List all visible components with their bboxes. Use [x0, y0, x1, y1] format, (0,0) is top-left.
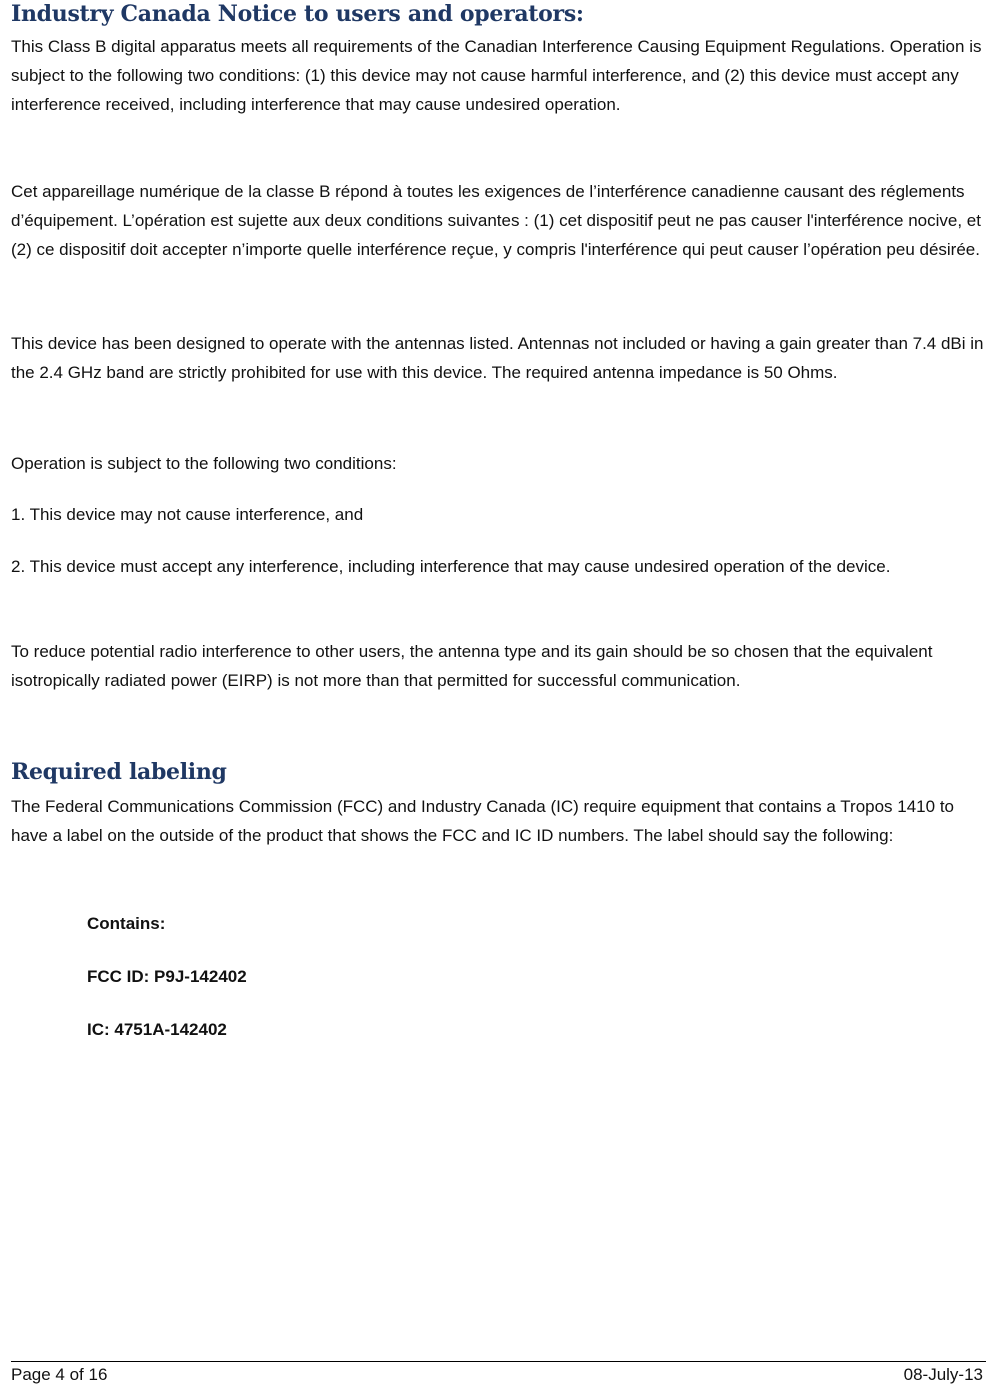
footer-date: 08-July-13 — [903, 1365, 983, 1384]
heading-required-labeling: Required labeling — [11, 759, 227, 785]
paragraph-conditions-intro — [11, 449, 986, 478]
paragraph-class-b-fr — [11, 177, 986, 264]
label-contains: Contains: — [87, 914, 166, 933]
paragraph-class-b-en — [11, 32, 986, 119]
label-ic-id: IC: 4751A-142402 — [87, 1020, 227, 1039]
paragraph-text: To reduce potential radio interference to other users, the antenna type and its gain should be so chosen that the equivalent isotropically radiated power (EIRP) is not more than that permitted for successful communication. — [11, 642, 933, 690]
paragraph-text: This device has been designed to operate with the antennas listed. Antennas not included or having a gain greater than 7.4 dBi in the 2.4 GHz band are strictly prohibited for use with this device. The required antenna impedance is 50 Ohms. — [11, 334, 984, 382]
paragraph-eirp — [11, 637, 986, 695]
paragraph-text: 1. This device may not cause interference, and — [11, 505, 364, 524]
footer-page-number: Page 4 of 16 — [11, 1365, 108, 1384]
heading-industry-canada: Industry Canada Notice to users and operators: — [11, 1, 584, 27]
paragraph-text: This Class B digital apparatus meets all requirements of the Canadian Interference Causing Equipment Regulations. Operation is subject to the following two conditions: (1) this device may not cause harmful interference, and (2) this device must accept any interference received, including interference that may cause undesired operation. — [11, 37, 982, 114]
paragraph-text: 2. This device must accept any interference, including interference that may cause undesired operation of the device. — [11, 557, 891, 576]
paragraph-condition-1 — [11, 500, 986, 529]
paragraph-condition-2 — [11, 552, 986, 581]
paragraph-text: The Federal Communications Commission (FCC) and Industry Canada (IC) require equipment that contains a Tropos 1410 to have a label on the outside of the product that shows the FCC and IC ID numbers. The label should say the following: — [11, 797, 954, 845]
paragraph-text: Cet appareillage numérique de la classe B répond à toutes les exigences de l’interférence canadienne causant des réglements d’équipement. L’opération est sujette aux deux conditions suivantes : (1) cet dispositif peut ne pas causer l'interférence nocive, et (2) ce dispositif doit accepter n’importe quelle interférence reçue, y compris l'interférence qui peut causer l’opération peu désirée. — [11, 182, 981, 259]
footer-divider — [11, 1361, 986, 1362]
paragraph-labeling — [11, 792, 986, 850]
paragraph-antennas — [11, 329, 986, 387]
paragraph-text: Operation is subject to the following two conditions: — [11, 454, 397, 473]
label-fcc-id: FCC ID: P9J-142402 — [87, 967, 247, 986]
